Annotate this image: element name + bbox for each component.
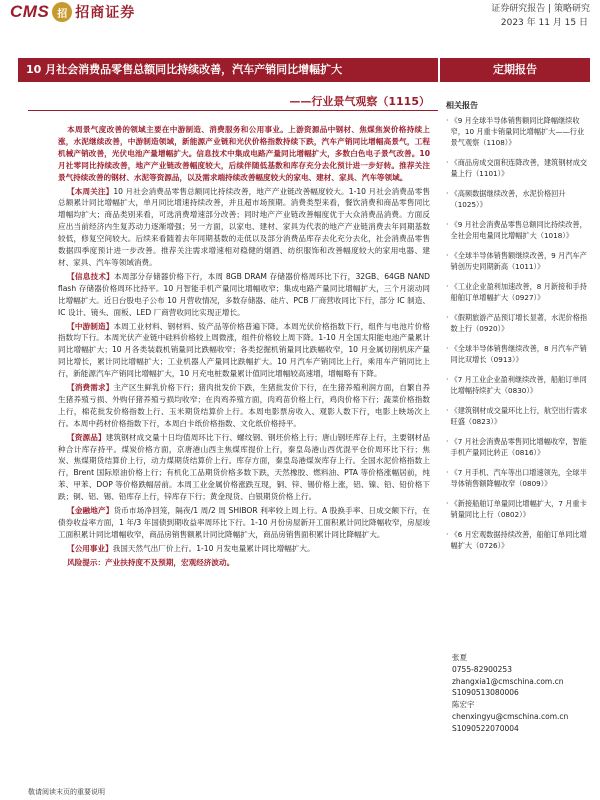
section-text: 本周部分存储器价格下行，本周 8GB DRAM 存储器价格周环比下行，32GB、64GB NAND flash 存储器价格周环比持平。10 月智能手机产量同比增幅收窄；集成电路产量同比增幅扩大，三个月滚动同比增幅扩大。近日台股电子公布 10 月营收情况，多数存储器、硅片、PCB 厂商营收同比下行，部分 IC 制造、IC 设计、镜头、面板、LED 厂商营收同比实现正增长。 [58,271,431,317]
related-reports [446,100,591,560]
section-text: 建筑钢材成交量十日均值周环比下行、螺纹钢、钢坯价格上行；唐山钢坯库存上行，主要钢材品种合计库存持平。煤炭价格方面，京唐港山西主焦煤库提价上行，秦皇岛港山西优混平仓价周环比下行；焦炭、焦煤期货结算价上行，动力煤期货结算价上行。库存方面，秦皇岛港煤炭库存上行。全国水泥价格指数上行，Brent 国际原油价格上行；有机化工品期货价格多数下跌，天然橡胶、燃料油、PTA 等价格涨幅居前，纯苯、甲苯、DOP 等价格跌幅居前。本周工业金属价格涨跌互现，铜、锌、锡价格上涨，铝、镍、铅、铅价格下跌；铜、铝、锡、铅库存上行，锌库存下行；黄金现货、白银期货价格上行。 [58,432,431,502]
section-tag: 【资源品】 [67,432,106,442]
bullet-icon: · [446,116,449,125]
section-midstream [58,321,430,381]
bullet-icon: · [446,220,449,229]
section-tag: 【中游制造】 [67,321,114,331]
divider [28,110,438,111]
related-report-item[interactable]: · 《7 月工业企业盈利继续改善，船舶订单同比增幅持续扩大（0830）》 [446,375,587,395]
analyst-email[interactable]: chenxingyu@cmschina.com.cn [452,711,569,721]
bullet-icon: · [446,251,449,260]
bullet-icon: · [446,375,449,384]
logo-mark-icon: 招 [52,2,72,22]
bullet-icon: · [446,468,449,477]
bullet-icon: · [446,282,449,291]
section-tag: 【信息技术】 [67,271,114,281]
footer-disclaimer: 敬请阅读末页的重要说明 [28,788,105,796]
analyst-phone: 0755-82900253 [452,664,512,674]
section-text: 本周工业材料、钢材料、钕产品等价格普遍下降。本周光伏价格指数下行，组件与电池片价格指数均下行。本周光伏产业链中硅料价格较上周微涨，组件价格较上周下降。1-10 月全国太阳能电池产量累计同比增幅扩大；10 月各类装载机销量同比跌幅收窄；各类挖掘机销量同比跌幅收窄，10 月金属切削机床产量同比增长，累计同比增幅扩大；工业机器人产量同比跌幅扩大。10 月汽车产销同比上行，乘用车产销同比上行，新能源汽车产销同比增幅扩大，10 月充电桩数量累计值同比增幅较高速增，增幅略有下降。 [58,321,430,379]
section-utilities [58,543,430,555]
related-report-item[interactable]: · 《7 月社会消费品零售同比增幅收窄，智能手机产量同比转正（0816）》 [446,437,587,457]
section-resources [58,432,430,503]
section-text: 10 月社会消费品零售总额同比持续改善，地产产业链改善幅度较大。1-10 月社会消费品零售总额累计同比增幅扩大，单月同比增速持续改善，并且超市场预期。消费类型来看，餐饮消费和商品零售同比增幅均扩大；商品类别来看，可选消费增速部分改善；同时地产产业链改善幅度优于大众消费品消费。方面反应出当前经济内生复苏动力逐渐增强；另一方面，以家电、建材、家具为代表的地产产业链消费去年同期基数较低，修复空间较大。后续来看随着去年同期基数的走低以及部分消费品库存去化充分去化，社会消费品零售数据四季度预计进一步改善。推荐关注需求增速相对稳健的烟酒、纺织服饰和改善幅度较大的家用电器、建材、家具、汽车等领域消费。 [58,186,430,267]
section-text: 主产区生鲜乳价格下行；猪肉批发价下跌，生猪批发价下行，在生猪养殖利润方面，自繁自养生猪养殖亏损、外购仔猪养殖亏损均收窄；在肉鸡养殖方面，肉鸡苗价格上行，鸡肉价格下行；蔬菜价格指数上行，棉花批发价格指数上行、玉米期货结算价上行。本周电影票房收入、观影人数下行，电影上映场次上行。本周中药材价格指数下行，本周白卡纸价格指数、文化纸价格持平。 [58,383,430,428]
section-focus [58,186,430,269]
header [0,0,600,40]
related-reports-title: 相关报告 [446,101,478,110]
company-logo [10,0,135,24]
bullet-icon: · [446,530,449,539]
report-subtitle: ——行业景气观察（1115） [289,95,430,108]
bullet-icon: · [446,313,449,322]
bullet-icon: · [446,158,449,167]
related-report-item[interactable]: · 《全球半导体销售继续改善，8 月汽车产销同比双增长（0913）》 [446,344,587,364]
section-tag: 【金融地产】 [67,506,114,516]
section-finance [58,505,430,541]
logo-en: CMS [10,2,50,21]
related-report-item[interactable]: · 《9 月社会消费品零售总额同比持续改善，全社会用电量同比增幅扩大（1018）》 [446,220,587,240]
bullet-icon: · [446,406,449,415]
analyst-email[interactable]: zhangxia1@cmschina.com.cn [452,676,564,686]
main-content [58,124,430,571]
risk-warning: 风险提示：产业扶持度不及预期，宏观经济波动。 [67,557,235,567]
report-date: 2023 年 11 月 15 日 [500,18,588,28]
related-report-item[interactable]: · 《假期旅游产品预订增长显著，水泥价格指数上行（0920）》 [446,313,588,333]
related-report-item[interactable]: · 《全球半导体销售额继续改善，9 月汽车产销创历史同期新高（1011）》 [446,251,587,271]
related-report-item[interactable]: · 《建筑钢材成交量环比上行，航空出行需求旺盛（0823）》 [446,406,588,426]
report-title: 10 月社会消费品零售总额同比持续改善，汽车产销同比增幅扩大 [18,58,438,82]
related-report-item[interactable]: · 《7 月手机、汽车等出口增速领先，全球半导体销售额降幅收窄（0809）》 [446,468,587,488]
report-tag: 定期报告 [440,58,590,82]
analyst-name: 张夏 [452,653,467,662]
related-report-item[interactable]: · 《9 月全球半导体销售额同比降幅继续收窄，10 月重卡销量同比增幅扩大——行业景气观察（1108）》 [446,116,585,147]
related-report-item[interactable]: · 《新接船舶订单量同比增幅扩大，7 月重卡销量同比上行（0802）》 [446,499,587,519]
section-it [58,271,430,319]
analyst-id: S1090513080006 [452,688,519,698]
section-tag: 【消费需求】 [67,383,114,393]
analyst-contact [452,652,568,735]
related-report-item[interactable]: · 《6 月宏观数据持续改善，船舶订单同比增幅扩大（0726）》 [446,530,587,550]
bullet-icon: · [446,189,449,198]
related-report-item[interactable]: · 《高频数据继续改善，水泥价格回升（1025）》 [446,189,566,209]
analyst-name: 陈宏宇 [452,700,475,710]
section-tag: 【本周关注】 [67,186,114,196]
logo-cn: 招商证券 [75,5,136,21]
related-report-item[interactable]: · 《商品房成交面积连降改善，建筑钢材成交量上行（1101）》 [446,158,588,178]
bullet-icon: · [446,437,449,446]
summary-paragraph: 本周景气度改善的领域主要在中游制造、消费服务和公用事业。上游资源品中钢材、焦煤焦炭价格持续上涨，水泥继续改善，中游制造领域，新能源产业链和光伏价格指数持续下跌，汽车产销同比增幅高景气，工程机械产销改善，光伏电池产量增幅扩大。信息技术中集成电路产量同比增幅扩大，多数白色电子景气改善。10 月社零同比持续改善，地产产业链改善幅度较大，后续伴随低基数和库存充分去化预计进一步好转。推荐关注景气持续改善的钢材、水泥等资源品，以及需求端持续改善幅度较大的家电、建材、家具、汽车等领域。 [58,125,430,182]
doc-type: 证券研究报告 | 策略研究 [491,4,590,14]
section-consumer [58,382,430,430]
bullet-icon: · [446,344,449,353]
section-text: 货币市场净回笼，隔夜/1 周/2 周 SHIBOR 利率较上周上行。A 股换手率、日成交额下行，在债券收益率方面，1 年/3 年国债到期收益率周环比下行。1-10 月份房屋新开工面积累计同比降幅收窄，房屋竣工面积累计同比增幅收窄，商品房销售额累计同比降幅扩大，商品房销售面积累计同比降幅扩大。 [58,506,430,539]
section-tag: 【公用事业】 [67,543,113,553]
bullet-icon: · [446,499,449,508]
analyst-id: S1090522070004 [452,723,519,733]
section-text: 我国天然气出厂价上行。1-10 月发电量累计同比增幅扩大。 [112,543,315,553]
related-report-item[interactable]: · 《工业企业盈利加速改善，8 月新接和手持船舶订单增幅扩大（0927）》 [446,282,587,302]
